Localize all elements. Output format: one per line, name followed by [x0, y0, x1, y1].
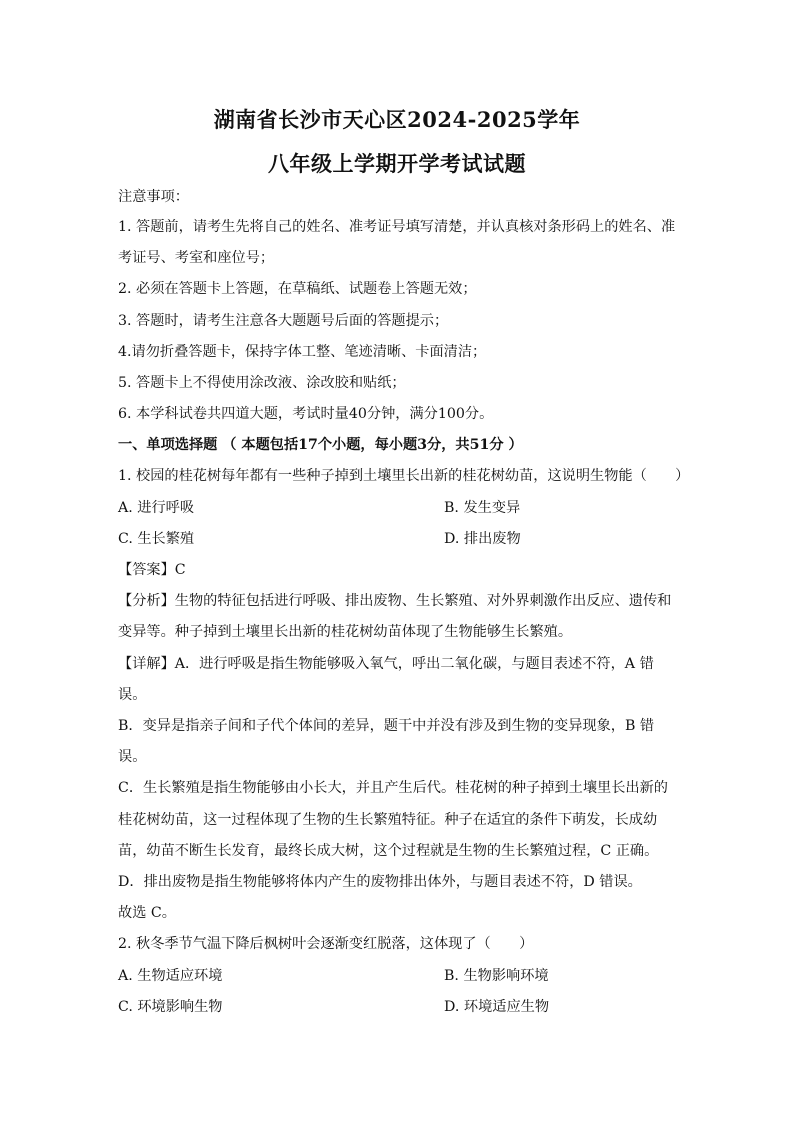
question-2-option-b: B. 生物影响环境 [444, 968, 549, 984]
question-2-option-c: C. 环境影响生物 [118, 999, 223, 1015]
notice-item-1a: 1. 答题前，请考生先将自己的姓名、准考证号填写清楚，并认真核对条形码上的姓名、准 [118, 219, 676, 235]
question-1-detail-6: 桂花树幼苗，这一过程体现了生物的生长繁殖特征。种子在适宜的条件下萌发，长成幼 [118, 812, 658, 828]
question-1-detail-1: 【详解】A．进行呼吸是指生物能够吸入氧气，呼出二氧化碳，与题目表述不符，A 错 [118, 656, 654, 672]
page-title-line-2: 八年级上学期开学考试试题 [268, 151, 526, 176]
page-title-line-1: 湖南省长沙市天心区2024-2025学年 [213, 107, 581, 132]
question-1-stem: 1. 校园的桂花树每年都有一些种子掉到土壤里长出新的桂花树幼苗，这说明生物能（ ） [118, 468, 690, 484]
question-1-detail-7: 苗，幼苗不断生长发育，最终长成大树，这个过程就是生物的生长繁殖过程，C 正确。 [118, 843, 659, 859]
question-1-analysis-1: 【分析】生物的特征包括进行呼吸、排出废物、生长繁殖、对外界刺激作出反应、遗传和 [118, 593, 672, 609]
question-1-detail-2: 误。 [118, 687, 147, 703]
notice-item-1b: 考证号、考室和座位号； [118, 250, 275, 266]
notice-heading: 注意事项： [118, 189, 189, 205]
notice-item-3: 3. 答题时，请考生注意各大题题号后面的答题提示； [118, 313, 449, 329]
question-2-option-a: A. 生物适应环境 [118, 968, 223, 984]
question-1-option-b: B. 发生变异 [444, 500, 521, 516]
question-1-option-d: D. 排出废物 [444, 531, 521, 547]
question-1-option-c: C. 生长繁殖 [118, 531, 195, 547]
question-1-answer: 【答案】C [118, 562, 186, 578]
question-1-detail-5: C．生长繁殖是指生物能够由小长大，并且产生后代。桂花树的种子掉到土壤里长出新的 [118, 780, 668, 796]
question-1-detail-4: 误。 [118, 749, 147, 765]
question-1-detail-3: B．变异是指亲子间和子代个体间的差异，题干中并没有涉及到生物的变异现象，B 错 [118, 718, 655, 734]
question-1-analysis-2: 变异等。种子掉到土壤里长出新的桂花树幼苗体现了生物能够生长繁殖。 [118, 624, 573, 640]
question-1-conclusion: 故选 C。 [118, 905, 176, 921]
question-1-option-a: A. 进行呼吸 [118, 500, 195, 516]
notice-item-4: 4.请勿折叠答题卡，保持字体工整、笔迹清晰、卡面清洁； [118, 344, 487, 360]
notice-item-2: 2. 必须在答题卡上答题，在草稿纸、试题卷上答题无效； [118, 281, 477, 297]
notice-item-6: 6. 本学科试卷共四道大题，考试时量40分钟，满分100分。 [118, 406, 494, 422]
section-heading: 一、单项选择题 （ 本题包括17个小题，每小题3分，共51分 ） [118, 437, 523, 453]
question-2-option-d: D. 环境适应生物 [444, 999, 550, 1015]
question-1-detail-8: D．排出废物是指生物能够将体内产生的废物排出体外，与题目表述不符，D 错误。 [118, 874, 642, 890]
notice-item-5: 5. 答题卡上不得使用涂改液、涂改胶和贴纸； [118, 375, 406, 391]
question-2-stem: 2. 秋冬季节气温下降后枫树叶会逐渐变红脱落，这体现了（ ） [118, 936, 534, 952]
